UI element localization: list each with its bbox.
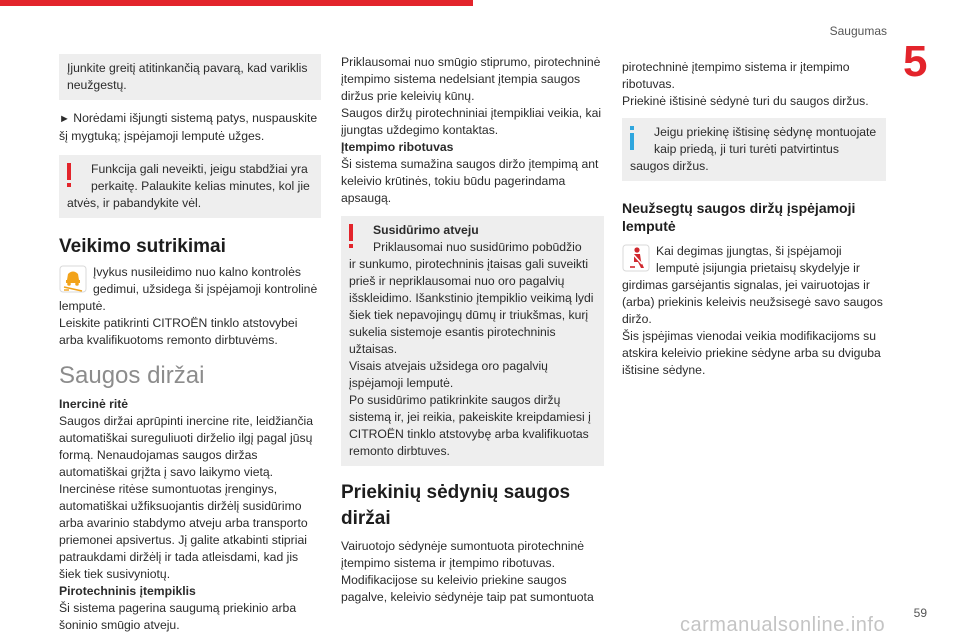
paragraph: pirotechninė įtempimo sistema ir įtempimo ribotuvas.	[622, 60, 850, 91]
inertia-text: Saugos diržai aprūpinti inercine rite, leidžiančia automatiškai sureguliuoti dirželio ilgį pagal jūsų formą. Nenaudojamas saugos diržas automatiškai grįžta į savo laikymo vietą. Inercinėse ritėse sumontuotas įrenginys, automatiškai užfiksuojantis diržėlį susidūrimo arba avarinio stabdymo atveju arba transporto priemonei apsivertus. Jį galite atkabinti stipriai patraukdami diržėlį ir tada atleisdami, kad jis šiek tiek susivyniotų.	[59, 414, 314, 581]
top-accent-bar	[0, 0, 473, 6]
paragraph: Priklausomai nuo smūgio stiprumo, pirotechninė įtempimo sistema nedelsiant įtempia saugos diržus prie keleivių kūnų.	[341, 55, 601, 103]
warning-title: Susidūrimo atveju	[373, 223, 479, 237]
note-box	[59, 54, 321, 100]
warning-text-cont: ir sunkumo, pirotechninis įtaisas gali suveikti prieš ir nepriklausomai nuo oro pagalvių išskleidimo. Išankstinio įtempiklio veikimą lydi šiek tiek nepavojingų dūmų ir triukšmas, kurį sukelia sistemoje esantis pirotechninis užtaisas.	[349, 257, 594, 356]
warning-text-3: Po susidūrimo patikrinkite saugos diržų sistemą ir, jei reikia, pakeiskite kreipdamiesi į CITROËN tinklo atstovybę arba kvalifikuotas remonto dirbtuves.	[349, 393, 591, 458]
paragraph: Saugos diržų pirotechniniai įtempikliai veikia, kai įjungtas uždegimo kontaktas.	[341, 106, 602, 137]
warning-text: Priklausomai nuo susidūrimo pobūdžio	[373, 240, 582, 254]
unbuckled-text-cont: girdimas garsėjantis signalas, jei vairuotojas ir (arba) priekinis keleivis neužsisegė savo saugos diržo.	[622, 278, 883, 326]
warning-excl-icon	[66, 163, 72, 187]
unbuckled-text-2: Šis įspėjimas vienodai veikia modifikacijoms su atskira keleivio priekine sėdyne arba su dviguba ištisine sėdyne.	[622, 329, 881, 377]
warning-text-cont: atvės, ir pabandykite vėl.	[67, 196, 202, 210]
info-box	[622, 118, 886, 181]
unbuckled-block	[622, 243, 886, 379]
front-text: Vairuotojo sėdynėje sumontuota pirotechninė įtempimo sistema ir įtempimo ribotuvas. Modifikacijose su keleivio priekine saugos pagalve, keleivio sėdynėje taip pat sumontuota	[341, 539, 594, 604]
subheading-inertia: Inercinė ritė	[59, 397, 129, 411]
subheading-pyro: Pirotechninis įtempiklis	[59, 584, 196, 598]
info-text-cont: saugos diržus.	[630, 159, 709, 173]
note-text: Įjunkite greitį atitinkančią pavarą, kad variklis neužgestų.	[67, 61, 308, 92]
chapter-number: 5	[903, 37, 928, 86]
column-2	[341, 54, 604, 606]
paragraph-text: Norėdami išjungti sistemą patys, nuspauskite šį mygtuką; įspėjamoji lemputė užges.	[59, 111, 318, 143]
info-icon	[629, 126, 635, 150]
column-3	[622, 59, 886, 379]
seatbelt-lamp-icon	[622, 244, 650, 272]
warning-text: Funkcija gali neveikti, jeigu stabdžiai yra perkaitę. Palaukite kelias minutes, kol jie	[91, 162, 310, 193]
malfunction-text: Įvykus nusileidimo nuo kalno kontrolės gedimui, užsidega ši įspėjamoji kontrolinė	[93, 265, 318, 296]
arrow-icon: ►	[59, 113, 70, 125]
heading-malfunction: Veikimo sutrikimai	[59, 236, 226, 257]
watermark: carmanualsonline.info	[680, 614, 886, 636]
info-text: Jeigu priekinę ištisinę sėdynę montuojate kaip priedą, ji turi turėti patvirtintus	[654, 125, 877, 156]
warning-excl-icon	[348, 224, 354, 248]
warning-box	[341, 216, 604, 466]
limiter-text: Ši sistema sumažina saugos diržo įtempimą ant keleivio krūtinės, tokiu būdu pagerindama apsaugą.	[341, 157, 599, 205]
warning-box	[59, 155, 321, 218]
heading-unbuckled: Neužsegtų saugos diržų įspėjamoji lemputė	[622, 200, 856, 234]
malfunction-block	[59, 264, 321, 349]
subheading-limiter: Įtempimo ribotuvas	[341, 140, 454, 154]
malfunction-text-cont: lemputė.	[59, 299, 106, 313]
pyro-text: Ši sistema pagerina saugumą priekinio arba šoninio smūgio atveju.	[59, 601, 297, 632]
column-1	[59, 54, 321, 634]
warning-text-2: Visais atvejais užsidega oro pagalvių įspėjamoji lemputė.	[349, 359, 548, 390]
heading-front-seatbelts: Priekinių sėdynių saugos diržai	[341, 482, 571, 529]
chapter-title: Saugumas	[829, 24, 887, 38]
paragraph: Priekinė ištisinė sėdynė turi du saugos diržus.	[622, 94, 869, 108]
unbuckled-text: Kai degimas įjungtas, ši įspėjamoji lemputė įsijungia prietaisų skydelyje ir	[656, 244, 860, 275]
malfunction-text-2: Leiskite patikrinti CITROËN tinklo atstovybei arba kvalifikuotoms remonto dirbtuvėms.	[59, 316, 298, 347]
hill-descent-lamp-icon	[59, 265, 87, 293]
heading-seatbelts: Saugos diržai	[59, 362, 205, 389]
paragraph	[59, 110, 321, 145]
page-number: 59	[913, 606, 927, 620]
